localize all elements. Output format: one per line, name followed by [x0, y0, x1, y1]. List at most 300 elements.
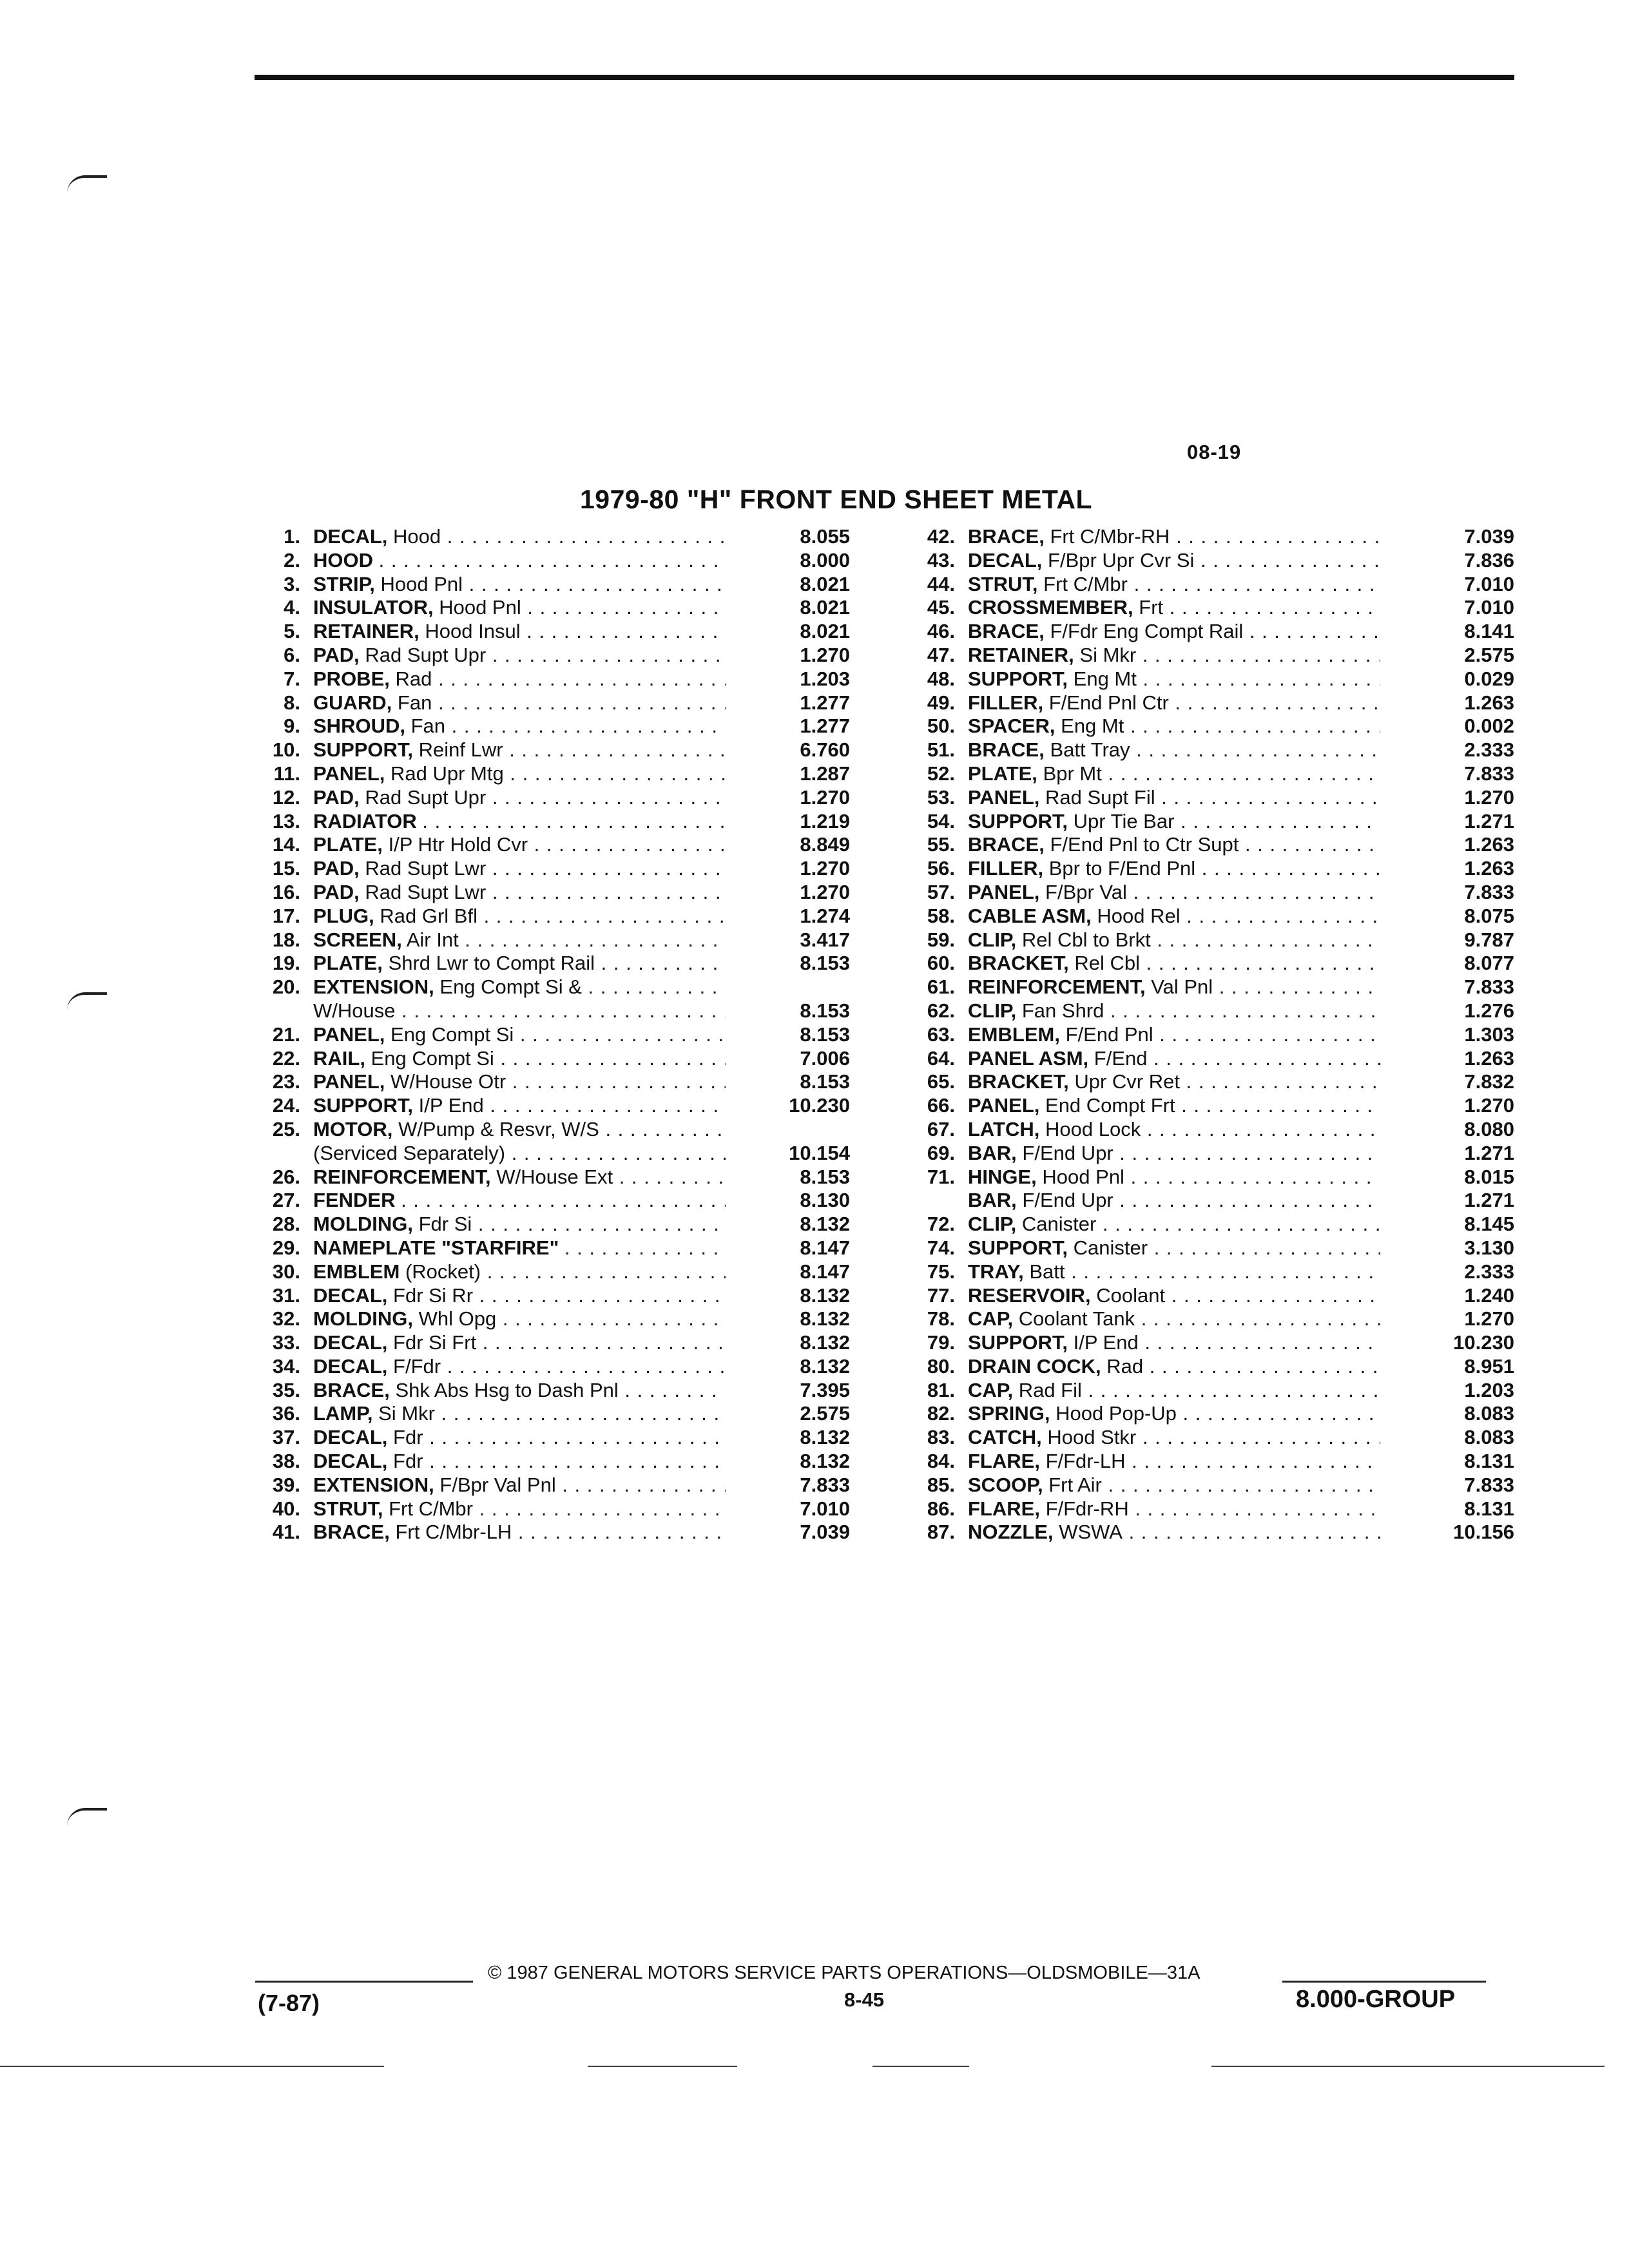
item-number: 54. — [927, 809, 955, 832]
item-description — [968, 881, 1380, 905]
item-number: 72. — [927, 1213, 955, 1236]
item-description — [313, 1236, 726, 1260]
part-name: PLATE, — [313, 833, 383, 856]
group-number: 10.156 — [1453, 1521, 1514, 1544]
item-description — [313, 1284, 726, 1308]
part-detail: Hood Rel — [1097, 904, 1181, 927]
parts-list-item — [247, 1355, 850, 1379]
group-number: 1.270 — [800, 785, 850, 809]
group-number: 7.006 — [800, 1046, 850, 1070]
item-description — [968, 1307, 1380, 1331]
part-detail: W/Pump & Resvr, W/S — [398, 1117, 599, 1140]
item-description — [968, 573, 1380, 597]
group-number: 2.333 — [1464, 738, 1514, 762]
part-name: EXTENSION, — [313, 1473, 434, 1496]
parts-list-item — [902, 644, 1514, 668]
part-name: FILLER, — [968, 857, 1044, 880]
item-description — [313, 1355, 726, 1379]
item-number: 44. — [927, 572, 955, 595]
parts-list-item — [247, 715, 850, 738]
item-number: 17. — [272, 904, 300, 927]
part-detail: Shrd Lwr to Compt Rail — [388, 952, 595, 975]
item-description — [968, 1236, 1380, 1260]
item-description — [968, 975, 1380, 999]
part-detail-continued-text: (Serviced Separately) — [313, 1141, 506, 1164]
part-detail: Rad — [395, 667, 432, 690]
part-detail: F/End Pnl — [1065, 1023, 1153, 1046]
part-detail: Rad Grl Bfl — [380, 904, 477, 927]
bottom-rule-3 — [872, 2066, 969, 2067]
item-description — [313, 715, 726, 738]
part-name: RADIATOR — [313, 809, 417, 832]
footer-group: 8.000-GROUP — [1296, 1986, 1456, 2013]
part-detail: Bpr Mt — [1043, 762, 1102, 785]
item-number: 66. — [927, 1094, 955, 1117]
item-description — [968, 1166, 1380, 1189]
item-description — [313, 905, 726, 928]
item-description — [968, 786, 1380, 810]
part-detail: End Compt Frt — [1045, 1094, 1175, 1117]
group-number: 1.271 — [1464, 809, 1514, 832]
item-number: 85. — [927, 1473, 955, 1496]
item-description — [313, 786, 726, 810]
part-detail: Coolant — [1096, 1283, 1166, 1307]
part-detail: Frt C/Mbr-RH — [1050, 525, 1170, 548]
part-name: DECAL, — [313, 1331, 388, 1354]
group-number: 8.153 — [800, 1023, 850, 1046]
item-description — [313, 1497, 726, 1521]
item-number: 77. — [927, 1283, 955, 1307]
item-number: 38. — [272, 1450, 300, 1473]
part-name: PAD, — [313, 857, 360, 880]
part-detail: Coolant Tank — [1018, 1307, 1135, 1331]
item-description — [968, 928, 1380, 952]
item-number: 52. — [927, 762, 955, 785]
group-number: 1.270 — [1464, 1094, 1514, 1117]
group-number: 8.132 — [800, 1283, 850, 1307]
part-name: BRACE, — [968, 833, 1045, 856]
group-number: 8.130 — [800, 1189, 850, 1212]
item-number: 69. — [927, 1141, 955, 1164]
item-number: 62. — [927, 999, 955, 1022]
part-detail: Hood Pnl — [439, 596, 521, 619]
group-number: 2.575 — [1464, 643, 1514, 666]
part-name: LATCH, — [968, 1117, 1040, 1140]
item-number: 71. — [927, 1165, 955, 1188]
binder-mark-top — [67, 175, 107, 193]
item-number: 39. — [272, 1473, 300, 1496]
parts-list-item — [902, 857, 1514, 881]
parts-list-item — [902, 1070, 1514, 1094]
item-description — [968, 738, 1380, 762]
group-number: 7.039 — [1464, 525, 1514, 548]
item-description — [313, 928, 726, 952]
item-description — [313, 1474, 726, 1497]
item-description — [968, 999, 1380, 1023]
item-description — [313, 549, 726, 573]
item-number: 87. — [927, 1521, 955, 1544]
parts-list-item — [902, 1023, 1514, 1047]
item-number: 50. — [927, 715, 955, 738]
item-description — [313, 1521, 726, 1544]
parts-list-item — [902, 786, 1514, 810]
part-detail: Rad Upr Mtg — [390, 762, 504, 785]
item-number: 25. — [272, 1117, 300, 1140]
parts-list-item — [902, 525, 1514, 549]
parts-list-right — [902, 525, 1514, 1544]
item-number: 5. — [284, 620, 300, 643]
parts-list-item — [247, 691, 850, 715]
part-detail: Hood Pnl — [1042, 1165, 1124, 1188]
part-detail: Whl Opg — [418, 1307, 497, 1331]
part-detail: F/End Upr — [1022, 1189, 1113, 1212]
item-number: 82. — [927, 1402, 955, 1425]
group-number: 8.083 — [1464, 1426, 1514, 1449]
part-detail: W/House Otr — [390, 1070, 506, 1093]
item-description — [313, 1450, 726, 1474]
part-detail: F/End Upr — [1022, 1141, 1113, 1164]
item-description — [968, 715, 1380, 738]
part-name: PAD, — [313, 643, 360, 666]
item-number: 63. — [927, 1023, 955, 1046]
parts-list-item — [247, 1426, 850, 1450]
item-description — [968, 1521, 1380, 1544]
part-detail: Upr Tie Bar — [1073, 809, 1175, 832]
group-number: 1.271 — [1464, 1189, 1514, 1212]
part-detail: Frt Air — [1048, 1473, 1102, 1496]
group-number: 1.287 — [800, 762, 850, 785]
parts-list-item — [247, 1118, 850, 1166]
binder-mark-middle — [67, 992, 107, 1010]
part-name: CLIP, — [968, 1213, 1017, 1236]
item-description — [968, 525, 1380, 549]
group-number: 3.417 — [800, 928, 850, 951]
item-description — [968, 1402, 1380, 1426]
part-detail: Canister — [1021, 1213, 1097, 1236]
item-description — [313, 1426, 726, 1450]
item-number: 9. — [284, 715, 300, 738]
group-number: 1.203 — [1464, 1378, 1514, 1401]
group-number: 8.132 — [800, 1331, 850, 1354]
part-name: SCREEN, — [313, 928, 402, 951]
item-description — [313, 596, 726, 620]
part-name: CAP, — [968, 1307, 1014, 1331]
item-number: 2. — [284, 548, 300, 572]
part-name: FLARE, — [968, 1497, 1040, 1520]
part-detail: Fan — [397, 691, 432, 714]
part-detail: I/P End — [418, 1094, 484, 1117]
item-description — [313, 881, 726, 905]
group-number: 1.263 — [1464, 691, 1514, 714]
part-detail: Eng Mt — [1073, 667, 1137, 690]
group-number: 0.029 — [1464, 667, 1514, 690]
parts-list-item — [902, 1236, 1514, 1260]
group-number: 8.141 — [1464, 620, 1514, 643]
part-name: EXTENSION, — [313, 975, 434, 999]
parts-list-item — [902, 1189, 1514, 1213]
item-description — [968, 1379, 1380, 1403]
group-number: 1.276 — [1464, 999, 1514, 1022]
part-name: DRAIN COCK, — [968, 1354, 1101, 1378]
item-description — [313, 691, 726, 715]
item-description — [968, 1094, 1380, 1118]
item-description — [968, 1450, 1380, 1474]
item-number: 60. — [927, 952, 955, 975]
part-detail: F/End — [1094, 1046, 1148, 1070]
part-detail: Hood Insul — [425, 620, 521, 643]
part-name: DECAL, — [313, 1426, 388, 1449]
part-detail: Rad Supt Fil — [1045, 785, 1155, 809]
bottom-rule-4 — [1211, 2066, 1605, 2067]
item-number: 22. — [272, 1046, 300, 1070]
item-description — [968, 1213, 1380, 1236]
item-number: 16. — [272, 880, 300, 903]
parts-list-item — [902, 549, 1514, 573]
part-detail: I/P End — [1073, 1331, 1139, 1354]
item-number: 57. — [927, 880, 955, 903]
part-name: MOLDING, — [313, 1307, 413, 1331]
part-detail: F/Bpr Val — [1045, 880, 1127, 903]
part-name: SUPPORT, — [968, 809, 1068, 832]
group-number: 7.832 — [1464, 1070, 1514, 1093]
part-name: EMBLEM — [313, 1260, 400, 1283]
part-detail: Fdr Si Frt — [393, 1331, 477, 1354]
group-number: 8.132 — [800, 1307, 850, 1331]
item-description — [313, 525, 726, 549]
part-detail: Rad — [1106, 1354, 1144, 1378]
item-description — [313, 810, 726, 834]
item-description — [968, 1047, 1380, 1071]
parts-list-item — [902, 810, 1514, 834]
part-detail: W/House Ext — [496, 1165, 613, 1188]
item-description — [968, 1142, 1380, 1166]
parts-list-item — [902, 928, 1514, 952]
part-name: HINGE, — [968, 1165, 1037, 1188]
part-detail: Canister — [1073, 1236, 1148, 1259]
parts-list-item — [902, 1118, 1514, 1142]
part-name: DECAL, — [968, 548, 1043, 572]
parts-list-item — [247, 1379, 850, 1403]
part-name: DECAL, — [313, 525, 388, 548]
parts-list-item — [902, 1474, 1514, 1497]
group-number: 9.787 — [1464, 928, 1514, 951]
part-name: RETAINER, — [968, 643, 1074, 666]
parts-list-item — [902, 596, 1514, 620]
parts-list-item — [247, 1023, 850, 1047]
part-name: PAD, — [313, 785, 360, 809]
part-name: BAR, — [968, 1189, 1017, 1212]
part-name: TRAY, — [968, 1260, 1024, 1283]
item-description — [313, 573, 726, 597]
group-number: 3.130 — [1464, 1236, 1514, 1259]
part-detail: (Rocket) — [405, 1260, 481, 1283]
group-number: 8.132 — [800, 1354, 850, 1378]
part-detail: Air Int — [406, 928, 459, 951]
part-name: FENDER — [313, 1189, 396, 1212]
item-description — [313, 1402, 726, 1426]
part-detail: F/Fdr-RH — [1045, 1497, 1129, 1520]
parts-list-item — [902, 952, 1514, 975]
part-name: INSULATOR, — [313, 596, 434, 619]
parts-list-item — [902, 1260, 1514, 1284]
part-detail: Hood — [393, 525, 441, 548]
footer-page-number: 8-45 — [844, 1988, 885, 2011]
part-detail: Eng Compt Si — [371, 1046, 494, 1070]
group-number: 7.833 — [800, 1473, 850, 1496]
part-detail: F/Bpr Val Pnl — [439, 1473, 556, 1496]
item-description — [968, 1497, 1380, 1521]
group-number: 1.271 — [1464, 1141, 1514, 1164]
parts-list-item — [902, 1142, 1514, 1166]
item-number: 51. — [927, 738, 955, 762]
group-number: 6.760 — [800, 738, 850, 762]
item-number: 80. — [927, 1354, 955, 1378]
parts-list-item — [902, 573, 1514, 597]
item-number: 65. — [927, 1070, 955, 1093]
item-number: 58. — [927, 904, 955, 927]
item-number: 64. — [927, 1046, 955, 1070]
item-description — [313, 738, 726, 762]
part-name: CROSSMEMBER, — [968, 596, 1133, 619]
parts-list-item — [247, 833, 850, 857]
part-detail: Hood Lock — [1045, 1117, 1141, 1140]
part-detail: Batt Tray — [1050, 738, 1130, 762]
parts-list-item — [247, 1236, 850, 1260]
item-number: 35. — [272, 1378, 300, 1401]
part-name: CAP, — [968, 1378, 1014, 1401]
item-description — [968, 549, 1380, 573]
bottom-rule-2 — [588, 2066, 737, 2067]
item-number: 46. — [927, 620, 955, 643]
item-description — [313, 668, 726, 691]
item-description — [313, 1166, 726, 1189]
group-number: 1.270 — [1464, 785, 1514, 809]
parts-list-item — [247, 620, 850, 644]
parts-list-item — [247, 1474, 850, 1497]
item-description — [313, 833, 726, 857]
parts-list-item — [247, 644, 850, 668]
part-name: NAMEPLATE "STARFIRE" — [313, 1236, 559, 1259]
group-number: 1.203 — [800, 667, 850, 690]
part-detail: Rad Supt Lwr — [365, 857, 487, 880]
part-name: DECAL, — [313, 1450, 388, 1473]
item-number: 4. — [284, 596, 300, 619]
part-name: DECAL, — [313, 1283, 388, 1307]
footer-rule-right — [1282, 1981, 1486, 1983]
item-number: 59. — [927, 928, 955, 951]
item-description — [313, 1118, 726, 1142]
group-number: 8.153 — [800, 1165, 850, 1188]
part-name: RESERVOIR, — [968, 1283, 1091, 1307]
group-number: 1.277 — [800, 691, 850, 714]
group-number: 7.833 — [1464, 880, 1514, 903]
item-number: 7. — [284, 667, 300, 690]
group-number: 7.039 — [800, 1521, 850, 1544]
group-number: 1.219 — [800, 809, 850, 832]
item-description — [313, 1260, 726, 1284]
group-number: 8.153 — [800, 999, 850, 1022]
parts-list-item — [902, 691, 1514, 715]
parts-list-item — [247, 573, 850, 597]
part-detail: Frt — [1139, 596, 1164, 619]
item-description — [968, 810, 1380, 834]
part-detail: Si Mkr — [378, 1402, 435, 1425]
item-number: 3. — [284, 572, 300, 595]
part-detail: Si Mkr — [1079, 643, 1137, 666]
item-number: 6. — [284, 643, 300, 666]
parts-list-item — [902, 1213, 1514, 1236]
item-number: 24. — [272, 1094, 300, 1117]
parts-list-item — [247, 928, 850, 952]
part-detail: F/Bpr Upr Cvr Si — [1048, 548, 1195, 572]
item-number: 84. — [927, 1450, 955, 1473]
item-description — [313, 1094, 726, 1118]
group-number: 1.263 — [1464, 833, 1514, 856]
item-description — [313, 952, 726, 975]
part-detail: F/End Pnl to Ctr Supt — [1050, 833, 1239, 856]
parts-list-item — [247, 525, 850, 549]
part-name: CABLE ASM, — [968, 904, 1092, 927]
item-number: 32. — [272, 1307, 300, 1331]
group-number: 10.230 — [789, 1094, 850, 1117]
part-name: STRUT, — [313, 1497, 383, 1520]
part-name: BRACE, — [968, 620, 1045, 643]
parts-list-item — [247, 738, 850, 762]
part-detail: I/P Htr Hold Cvr — [388, 833, 528, 856]
parts-list-item — [247, 975, 850, 1023]
part-name: PLATE, — [313, 952, 383, 975]
group-number: 8.153 — [800, 952, 850, 975]
parts-list-item — [247, 762, 850, 786]
group-number: 1.263 — [1464, 857, 1514, 880]
parts-list-item — [902, 1379, 1514, 1403]
parts-list-item — [902, 1450, 1514, 1474]
item-number: 31. — [272, 1283, 300, 1307]
part-name: BRACE, — [968, 525, 1045, 548]
group-number: 7.836 — [1464, 548, 1514, 572]
group-number: 1.270 — [800, 880, 850, 903]
group-number: 8.021 — [800, 572, 850, 595]
group-number: 8.145 — [1464, 1213, 1514, 1236]
part-name: CATCH, — [968, 1426, 1042, 1449]
item-number: 19. — [272, 952, 300, 975]
item-number: 21. — [272, 1023, 300, 1046]
part-name: BRACKET, — [968, 952, 1069, 975]
parts-list-item — [247, 1331, 850, 1355]
parts-list-item — [902, 975, 1514, 999]
item-number: 26. — [272, 1165, 300, 1188]
item-number: 74. — [927, 1236, 955, 1259]
part-detail-continued — [313, 1142, 726, 1166]
item-description — [313, 1307, 726, 1331]
item-description — [313, 1331, 726, 1355]
item-number: 15. — [272, 857, 300, 880]
item-number: 40. — [272, 1497, 300, 1520]
item-description — [968, 1070, 1380, 1094]
parts-list-item — [902, 738, 1514, 762]
item-number: 81. — [927, 1378, 955, 1401]
item-number: 75. — [927, 1260, 955, 1283]
group-number: 2.575 — [800, 1402, 850, 1425]
part-name: HOOD — [313, 548, 373, 572]
parts-list-item — [902, 1355, 1514, 1379]
parts-list-item — [247, 1166, 850, 1189]
part-detail: Rad Supt Upr — [365, 643, 487, 666]
group-number: 1.270 — [800, 857, 850, 880]
group-number: 8.131 — [1464, 1450, 1514, 1473]
item-number: 18. — [272, 928, 300, 951]
page-code: 08-19 — [1187, 441, 1242, 463]
